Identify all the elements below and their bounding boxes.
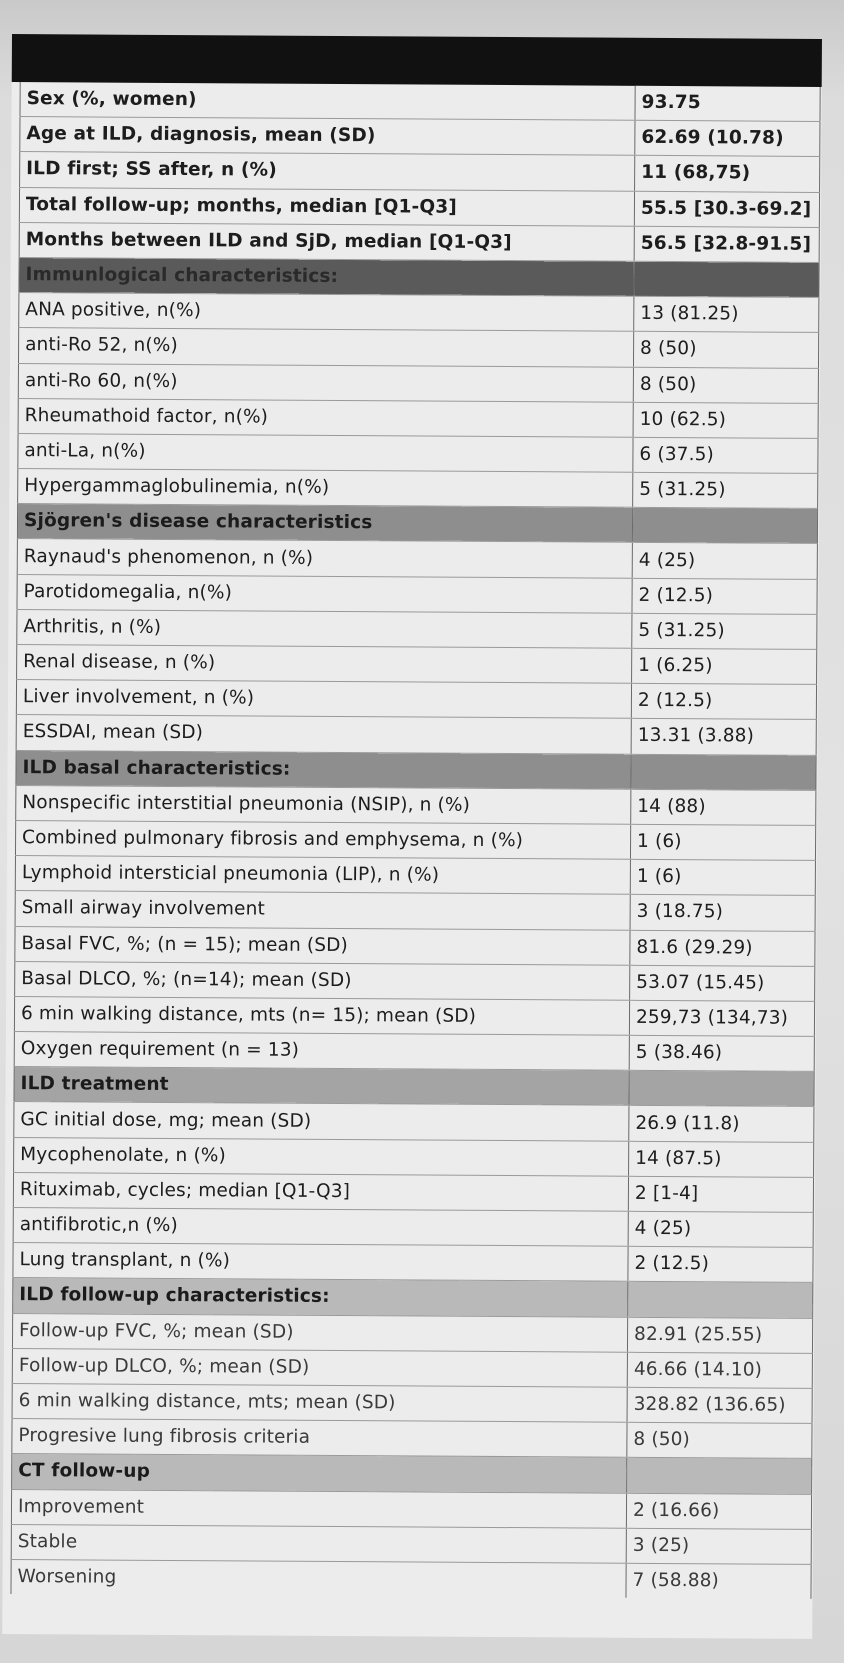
table-row xyxy=(11,1559,811,1599)
row-label: antifibrotic,n (%) xyxy=(13,1208,628,1247)
row-label: Mycophenolate, n (%) xyxy=(14,1137,629,1176)
row-label: Nonspecific interstitial pneumonia (NSIP), n (%) xyxy=(16,785,631,824)
table-row xyxy=(11,1489,811,1529)
table-row xyxy=(12,1419,812,1459)
row-label: Raynaud's phenomenon, n (%) xyxy=(17,539,632,578)
table-row xyxy=(12,1313,812,1353)
table-row xyxy=(15,856,815,896)
row-label: Total follow-up; months, median [Q1-Q3] xyxy=(19,187,634,226)
table-row xyxy=(15,820,815,860)
row-value: 2 (12.5) xyxy=(631,683,816,719)
table-row xyxy=(14,1032,814,1072)
table-row xyxy=(15,926,815,966)
table-row xyxy=(16,785,816,825)
row-label: Arthritis, n (%) xyxy=(17,609,632,648)
row-label: Sex (%, women) xyxy=(20,82,635,120)
table-row xyxy=(13,1172,813,1212)
section-header-label: CT follow-up xyxy=(12,1454,627,1493)
table-row xyxy=(18,328,818,368)
row-label: Progresive lung fibrosis criteria xyxy=(12,1419,627,1458)
row-label: Improvement xyxy=(11,1489,626,1528)
row-value: 81.6 (29.29) xyxy=(630,930,815,966)
row-label: Oxygen requirement (n = 13) xyxy=(14,1032,629,1071)
table-row xyxy=(18,363,818,403)
table-row xyxy=(20,152,820,192)
row-value: 8 (50) xyxy=(633,332,818,368)
row-value: 5 (38.46) xyxy=(629,1035,814,1071)
row-label: anti-Ro 52, n(%) xyxy=(18,328,633,367)
row-value: 1 (6.25) xyxy=(632,648,817,684)
row-label: Small airway involvement xyxy=(15,891,630,930)
row-label: ANA positive, n(%) xyxy=(19,293,634,332)
row-value: 6 (37.5) xyxy=(633,437,818,473)
table-row xyxy=(20,117,820,157)
row-value: 56.5 [32.8-91.5] xyxy=(634,226,819,262)
table-row xyxy=(18,398,818,438)
row-value: 14 (87.5) xyxy=(629,1141,814,1177)
table-row xyxy=(16,715,816,755)
row-value: 4 (25) xyxy=(632,543,817,579)
row-value: 14 (88) xyxy=(631,789,816,825)
row-value: 26.9 (11.8) xyxy=(629,1106,814,1142)
row-value: 2 (12.5) xyxy=(632,578,817,614)
table-row xyxy=(17,574,817,614)
section-header-label: ILD treatment xyxy=(14,1067,629,1106)
row-value: 328.82 (136.65) xyxy=(627,1387,812,1423)
row-value: 5 (31.25) xyxy=(632,613,817,649)
table-row xyxy=(12,1348,812,1388)
table-header-bar xyxy=(12,34,822,87)
row-label: ILD first; SS after, n (%) xyxy=(20,152,635,191)
row-value: 7 (58.88) xyxy=(626,1563,811,1599)
row-value: 2 (12.5) xyxy=(628,1246,813,1282)
section-header-value xyxy=(632,508,817,544)
table-row xyxy=(14,1102,814,1142)
row-value: 82.91 (25.55) xyxy=(627,1317,812,1353)
table-row xyxy=(11,1524,811,1564)
section-header-row xyxy=(16,750,816,790)
row-label: anti-La, n(%) xyxy=(18,433,633,472)
section-header-value xyxy=(627,1458,812,1494)
row-label: Worsening xyxy=(11,1559,626,1597)
row-value: 3 (18.75) xyxy=(630,895,815,931)
table-row xyxy=(14,996,814,1036)
row-value: 53.07 (15.45) xyxy=(630,965,815,1001)
row-value: 93.75 xyxy=(635,86,820,122)
row-value: 10 (62.5) xyxy=(633,402,818,438)
section-header-label: Immunlogical characteristics: xyxy=(19,257,634,296)
row-label: Lymphoid intersticial pneumonia (LIP), n (%) xyxy=(15,856,630,895)
table-row xyxy=(18,469,818,509)
table-body xyxy=(11,82,820,1599)
row-label: Parotidomegalia, n(%) xyxy=(17,574,632,613)
table-row xyxy=(15,961,815,1001)
section-header-row xyxy=(14,1067,814,1107)
row-label: Hypergammaglobulinemia, n(%) xyxy=(18,469,633,508)
section-header-value xyxy=(628,1282,813,1318)
table-row xyxy=(18,433,818,473)
section-header-row xyxy=(13,1278,813,1318)
row-label: GC initial dose, mg; mean (SD) xyxy=(14,1102,629,1141)
row-label: 6 min walking distance, mts; mean (SD) xyxy=(12,1383,627,1422)
row-value: 8 (50) xyxy=(633,367,818,403)
row-label: Lung transplant, n (%) xyxy=(13,1243,628,1282)
row-label: Stable xyxy=(11,1524,626,1563)
row-label: Combined pulmonary fibrosis and emphysema, n (%) xyxy=(15,820,630,859)
row-label: anti-Ro 60, n(%) xyxy=(18,363,633,402)
section-header-value xyxy=(634,261,819,297)
row-label: Liver involvement, n (%) xyxy=(16,680,631,719)
row-value: 13 (81.25) xyxy=(634,296,819,332)
row-label: Follow-up FVC, %; mean (SD) xyxy=(12,1313,627,1352)
row-value: 2 (16.66) xyxy=(626,1493,811,1529)
row-value: 259,73 (134,73) xyxy=(629,1000,814,1036)
row-label: Basal DLCO, %; (n=14); mean (SD) xyxy=(15,961,630,1000)
table-row xyxy=(13,1243,813,1283)
row-value: 4 (25) xyxy=(628,1211,813,1247)
table-sheet xyxy=(2,34,822,1639)
row-value: 13.31 (3.88) xyxy=(631,719,816,755)
table-row xyxy=(17,609,817,649)
section-header-value xyxy=(631,754,816,790)
section-header-label: Sjögren's disease characteristics xyxy=(17,504,632,543)
table-row xyxy=(13,1208,813,1248)
section-header-label: ILD follow-up characteristics: xyxy=(13,1278,628,1317)
table-row xyxy=(15,891,815,931)
row-value: 55.5 [30.3-69.2] xyxy=(634,191,819,227)
row-value: 1 (6) xyxy=(630,824,815,860)
section-header-row xyxy=(12,1454,812,1494)
row-value: 1 (6) xyxy=(630,859,815,895)
table-row xyxy=(17,539,817,579)
row-value: 62.69 (10.78) xyxy=(635,120,820,156)
row-label: Follow-up DLCO, %; mean (SD) xyxy=(12,1348,627,1387)
row-label: Months between ILD and SjD, median [Q1-Q3] xyxy=(19,222,634,261)
row-label: Rheumathoid factor, n(%) xyxy=(18,398,633,437)
characteristics-table xyxy=(10,82,820,1599)
row-label: 6 min walking distance, mts (n= 15); mean (SD) xyxy=(14,996,629,1035)
table-row xyxy=(12,1383,812,1423)
table-row xyxy=(19,293,819,333)
section-header-value xyxy=(629,1071,814,1107)
table-row xyxy=(19,187,819,227)
table-row xyxy=(16,680,816,720)
row-value: 46.66 (14.10) xyxy=(627,1352,812,1388)
row-label: ESSDAI, mean (SD) xyxy=(16,715,631,754)
row-value: 3 (25) xyxy=(626,1528,811,1564)
row-label: Basal FVC, %; (n = 15); mean (SD) xyxy=(15,926,630,965)
row-value: 8 (50) xyxy=(627,1422,812,1458)
row-label: Rituximab, cycles; median [Q1-Q3] xyxy=(13,1172,628,1211)
row-label: Age at ILD, diagnosis, mean (SD) xyxy=(20,117,635,156)
section-header-row xyxy=(17,504,817,544)
row-label: Renal disease, n (%) xyxy=(17,645,632,684)
section-header-label: ILD basal characteristics: xyxy=(16,750,631,789)
row-value: 5 (31.25) xyxy=(633,472,818,508)
section-header-row xyxy=(19,257,819,297)
table-row xyxy=(20,82,820,122)
table-row xyxy=(19,222,819,262)
row-value: 11 (68,75) xyxy=(635,156,820,192)
table-row xyxy=(17,645,817,685)
table-row xyxy=(14,1137,814,1177)
row-value: 2 [1-4] xyxy=(628,1176,813,1212)
